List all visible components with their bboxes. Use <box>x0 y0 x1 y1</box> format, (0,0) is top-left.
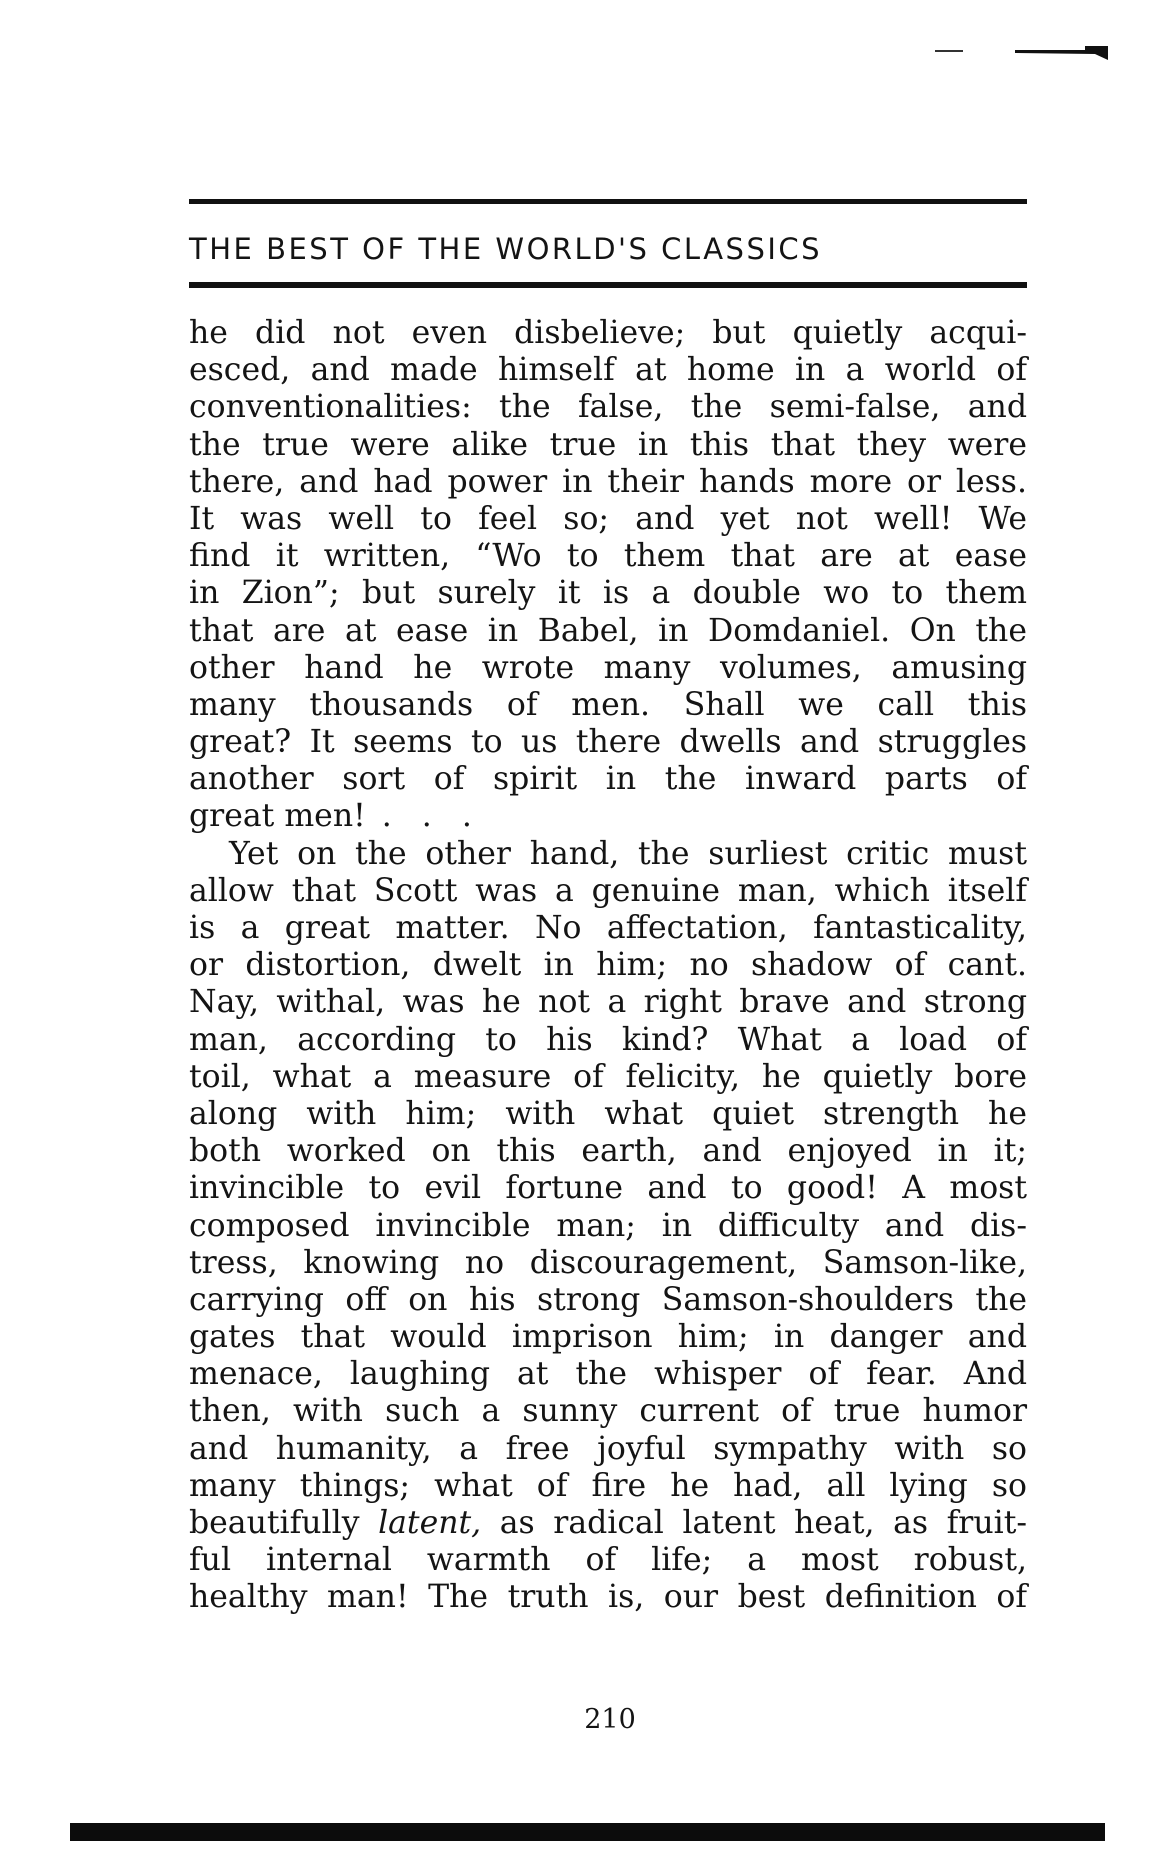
text-line: along with him; with what quiet strength he <box>189 1095 1027 1132</box>
text-line <box>189 798 1027 835</box>
text-line: is a great matter. No affectation, fantasticality, <box>189 910 1027 946</box>
text-line: both worked on this earth, and enjoyed in it; <box>189 1133 1027 1170</box>
text-fragment: great men! <box>189 798 366 835</box>
corner-dash-mark <box>935 50 963 52</box>
header-rule-bottom <box>189 282 1027 288</box>
text-line: conventionalities: the false, the semi-false, and <box>189 389 1027 426</box>
text-line: he did not even disbelieve; but quietly acqui- <box>189 315 1027 351</box>
text-line: and humanity, a free joyful sympathy with so <box>189 1430 1027 1467</box>
corner-arrow-mark <box>1015 44 1108 60</box>
text-line: in Zion”; but surely it is a double wo to them <box>189 575 1027 612</box>
paragraph-start-line: Yet on the other hand, the surliest critic must <box>229 835 1027 872</box>
text-line: great? It seems to us there dwells and struggles <box>189 724 1027 761</box>
text-fragment: beautifully <box>189 1505 360 1541</box>
page-number: 210 <box>584 1704 636 1735</box>
text-line: man, according to his kind? What a load of <box>189 1021 1027 1058</box>
text-line: carrying off on his strong Samson-shoulders the <box>189 1281 1027 1318</box>
running-head-title: THE BEST OF THE WORLD'S CLASSICS <box>189 232 823 266</box>
text-line: allow that Scott was a genuine man, which itself <box>189 872 1027 909</box>
text-line <box>189 1505 1027 1542</box>
text-line: many thousands of men. Shall we call this <box>189 686 1027 723</box>
text-line: composed invincible man; in difficulty and dis- <box>189 1207 1027 1244</box>
text-line: another sort of spirit in the inward parts of <box>189 761 1027 798</box>
text-line: tress, knowing no discouragement, Samson-like, <box>189 1244 1027 1281</box>
text-line: then, with such a sunny current of true humor <box>189 1393 1027 1430</box>
text-line: find it written, “Wo to them that are at ease <box>189 538 1027 575</box>
text-line: ful internal warmth of life; a most robust, <box>189 1542 1027 1579</box>
text-line: healthy man! The truth is, our best definition of <box>189 1579 1027 1616</box>
text-line: other hand he wrote many volumes, amusing <box>189 649 1027 686</box>
text-line: toil, what a measure of felicity, he quietly bore <box>189 1058 1027 1095</box>
text-line: gates that would imprison him; in danger and <box>189 1319 1027 1356</box>
text-line: many things; what of fire he had, all lying so <box>189 1467 1027 1504</box>
text-line: invincible to evil fortune and to good! A most <box>189 1170 1027 1207</box>
text-line: that are at ease in Babel, in Domdaniel. On the <box>189 612 1027 649</box>
text-line: It was well to feel so; and yet not well! We <box>189 500 1027 537</box>
text-line: menace, laughing at the whisper of fear. And <box>189 1356 1027 1393</box>
body-text <box>189 315 1027 1617</box>
ellipsis: . . . <box>381 798 482 835</box>
header-rule-top <box>189 199 1027 204</box>
text-line: the true were alike true in this that they were <box>189 426 1027 463</box>
text-fragment: as radical latent heat, as fruit- <box>499 1505 1027 1541</box>
text-line: there, and had power in their hands more or less. <box>189 463 1027 500</box>
text-line: esced, and made himself at home in a world of <box>189 352 1027 389</box>
text-line: or distortion, dwelt in him; no shadow of cant. <box>189 947 1027 984</box>
text-line: Nay, withal, was he not a right brave and strong <box>189 984 1027 1021</box>
footer-rule <box>70 1823 1105 1841</box>
italic-word: latent, <box>378 1505 482 1541</box>
